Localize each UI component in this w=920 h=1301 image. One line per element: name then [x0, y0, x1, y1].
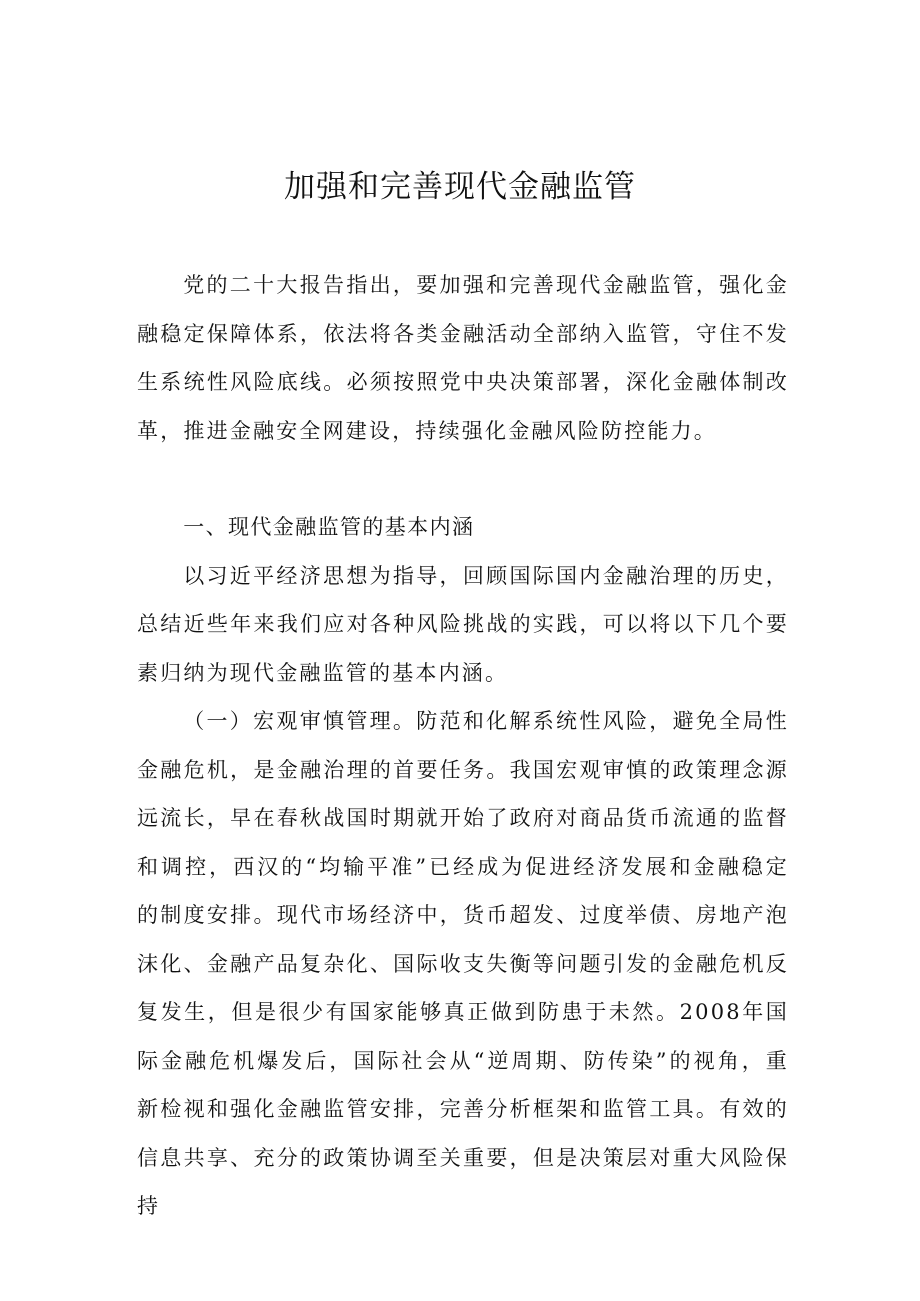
intro-paragraph: 党的二十大报告指出，要加强和完善现代金融监管，强化金融稳定保障体系，依法将各类金融活动全部纳入监管，守住不发生系统性风险底线。必须按照党中央决策部署，深化金融体制改革，推进金融安全网建设，持续强化金融风险防控能力。 — [137, 273, 789, 443]
subsection-paragraph: （一）宏观审慎管理。防范和化解系统性风险，避免全局性金融危机，是金融治理的首要任务。我国宏观审慎的政策理念源远流长，早在春秋战国时期就开始了政府对商品货币流通的监督和调控，西汉的“均输平准”已经成为促进经济发展和金融稳定的制度安排。现代市场经济中，货币超发、过度举债、房地产泡沫化、金融产品复杂化、国际收支失衡等问题引发的金融危机反复发生，但是很少有国家能够真正做到防患于未然。2008年国际金融危机爆发后，国际社会从“逆周期、防传染”的视角，重新检视和强化金融监管安排，完善分析框架和监管工具。有效的信息共享、充分的政策协调至关重要，但是决策层对重大风险保持 — [137, 709, 789, 1218]
document-body — [137, 261, 789, 1231]
document-title: 加强和完善现代金融监管 — [284, 169, 636, 205]
paragraph-spacer — [137, 455, 789, 503]
section-paragraph: 以习近平经济思想为指导，回顾国际国内金融治理的历史，总结近些年来我们应对各种风险挑战的实践，可以将以下几个要素归纳为现代金融监管的基本内涵。 — [137, 563, 789, 685]
section-heading: 一、现代金融监管的基本内涵 — [183, 515, 475, 539]
